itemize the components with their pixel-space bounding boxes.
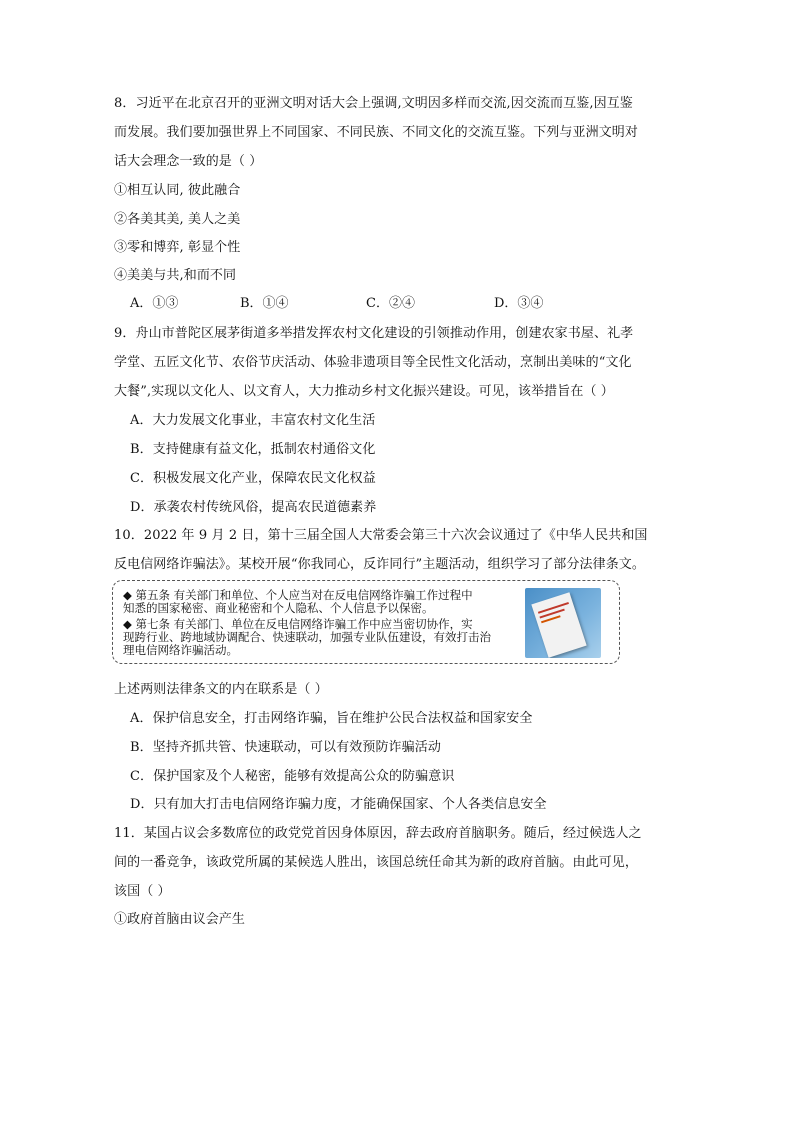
q8-option-b: B．①④ [240, 296, 289, 311]
law-article-5-line-2: 知悉的国家秘密、商业秘密和个人隐私、个人信息予以保密。 [123, 601, 434, 615]
q8-stem-line-3: 话大会理念一致的是（ ） [114, 154, 263, 169]
q8-stem-line-2: 而发展。我们要加强世界上不同国家、不同民族、不同文化的交流互鉴。下列与亚洲文明对 [114, 125, 639, 140]
q8-options [130, 296, 560, 312]
q10-stem-line-1: 10．2022 年 9 月 2 日，第十三届全国人大常委会第三十六次会议通过了《中华人民共和国 [114, 528, 648, 543]
q8-option-a: A．①③ [130, 296, 179, 311]
q8-option-d: D．③④ [494, 296, 544, 311]
law-articles-box [112, 580, 620, 664]
law-article-7-line-3: 理电信网络诈骗活动。 [123, 643, 238, 657]
q11-stem-line-1: 11．某国占议会多数席位的政党党首因身体原因，辞去政府首脑职务。随后，经过候选人之 [114, 826, 642, 841]
q11-stem-line-2: 间的一番竞争，该政党所属的某候选人胜出，该国总统任命其为新的政府首脑。由此可见， [114, 855, 639, 870]
q10-option-c: C．保护国家及个人秘密，能够有效提高公众的防骗意识 [130, 769, 455, 784]
q10-question: 上述两则法律条文的内在联系是（ ） [114, 682, 328, 697]
q11-statement-1: ①政府首脑由议会产生 [114, 912, 246, 927]
q11-stem-line-3: 该国（ ） [114, 884, 171, 899]
q8-statement-3: ③零和博弈, 彰显个性 [114, 240, 241, 255]
q10-option-b: B．坚持齐抓共管、快速联动，可以有效预防诈骗活动 [130, 740, 441, 755]
q8-statement-2: ②各美其美, 美人之美 [114, 212, 241, 227]
q9-stem-line-3: 大餐”,实现以文化人、以文育人，大力推动乡村文化振兴建设。可见，该举措旨在（ ） [114, 384, 614, 399]
q8-option-c: C．②④ [366, 296, 415, 311]
q9-option-c: C．积极发展文化产业，保障农民文化权益 [130, 471, 376, 486]
law-article-7-line-2: 现跨行业、跨地域协调配合、快速联动，加强专业队伍建设，有效打击治 [123, 630, 491, 644]
q10-stem-line-2: 反电信网络诈骗法》。某校开展“你我同心，反诈同行”主题活动，组织学习了部分法律条文。 [114, 557, 645, 572]
q9-option-a: A．大力发展文化事业，丰富农村文化生活 [130, 413, 376, 428]
q10-option-d: D．只有加大打击电信网络诈骗力度，才能确保国家、个人各类信息安全 [130, 797, 547, 812]
q9-stem-line-1: 9．舟山市普陀区展茅街道多举措发挥农村文化建设的引领推动作用，创建农家书屋、礼孝 [114, 326, 634, 341]
q10-option-a: A．保护信息安全，打击网络诈骗，旨在维护公民合法权益和国家安全 [130, 711, 533, 726]
q9-option-d: D．承袭农村传统风俗，提高农民道德素养 [130, 500, 377, 515]
law-book-cover [531, 592, 586, 658]
law-article-5-line-1: ◆ 第五条 有关部门和单位、个人应当对在反电信网络诈骗工作过程中 [123, 588, 473, 602]
law-article-7-line-1: ◆ 第七条 有关部门、单位在反电信网络诈骗工作中应当密切协作，实 [123, 617, 473, 631]
q9-option-b: B．支持健康有益文化，抵制农村通俗文化 [130, 442, 376, 457]
q8-statement-1: ①相互认同, 彼此融合 [114, 183, 241, 198]
q8-statement-4: ④美美与共,和而不同 [114, 268, 237, 283]
law-book-image [525, 588, 601, 658]
q9-stem-line-2: 学堂、五匠文化节、农俗节庆活动、体验非遗项目等全民性文化活动，烹制出美味的“文化 [114, 355, 632, 370]
q8-stem-line-1: 8．习近平在北京召开的亚洲文明对话大会上强调,文明因多样而交流,因交流而互鉴,因互鉴 [114, 96, 633, 111]
